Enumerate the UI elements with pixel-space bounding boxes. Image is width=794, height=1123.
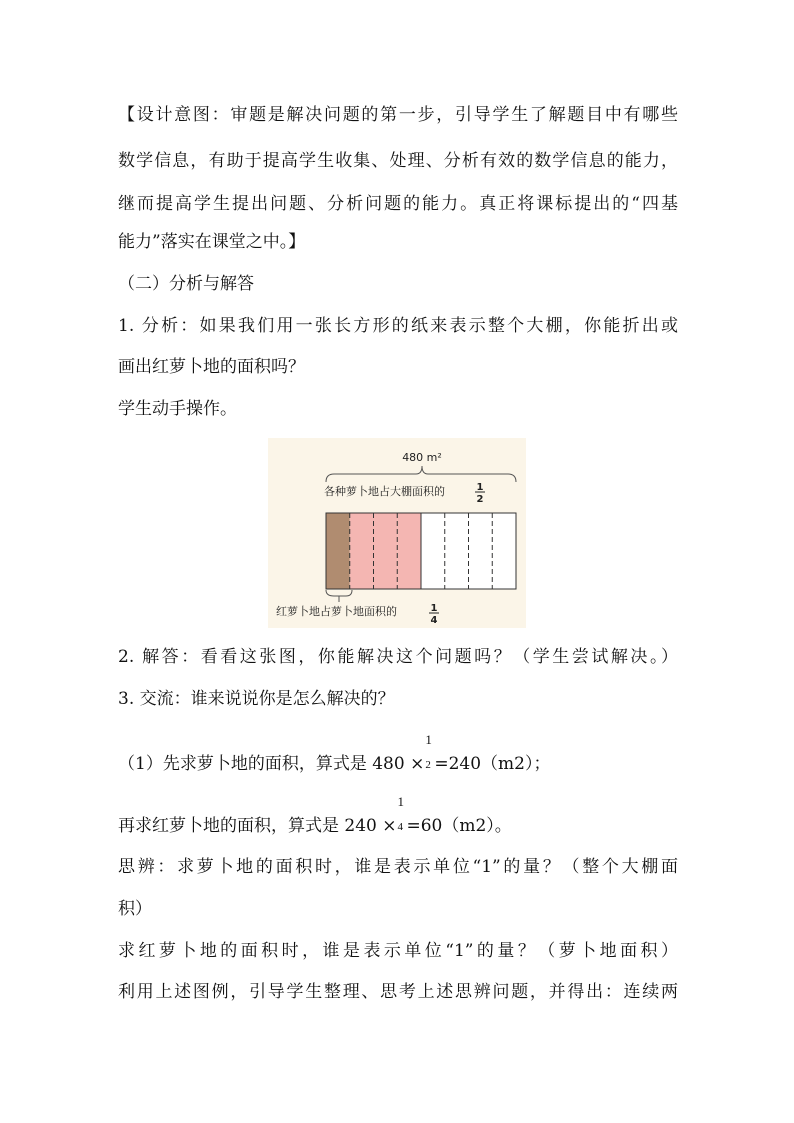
total-area-label: 480 m² (402, 451, 442, 464)
calc-line-2 (118, 794, 678, 837)
think1-line-2: 积） (118, 899, 152, 919)
step1-line-2: 画出红萝卜地的面积吗？ (118, 357, 305, 377)
radish-strip (350, 513, 374, 589)
calc2-prefix: 再求红萝卜地的面积，算式是 240 × (118, 816, 397, 836)
area-diagram (268, 438, 526, 628)
calc2-suffix: =60（m2）。 (406, 816, 512, 836)
radish-share-label: 各种萝卜地占大棚面积的 (324, 485, 445, 498)
radish-strip (374, 513, 398, 589)
step3: 3. 交流：谁来说说你是怎么解决的？ (118, 689, 395, 709)
calc2-fraction (397, 794, 407, 837)
red-radish-fraction-numerator: 1 (430, 603, 438, 614)
calc1-fraction (424, 732, 434, 775)
design-note-line-4: 能力”落实在课堂之中。】 (118, 232, 306, 252)
calc1-fraction-denominator: 2 (425, 759, 431, 771)
section-heading: （二）分析与解答 (118, 274, 254, 294)
radish-fraction-denominator: 2 (476, 494, 484, 505)
student-action: 学生动手操作。 (118, 399, 237, 419)
calc2-fraction-numerator: 1 (397, 794, 404, 809)
step1-line-1: 1. 分析：如果我们用一张长方形的纸来表示整个大棚，你能折出或 (118, 316, 678, 336)
radish-strip (397, 513, 421, 589)
design-note-line-2: 数学信息，有助于提高学生收集、处理、分析有效的数学信息的能力， (118, 151, 678, 171)
calc1-suffix: =240（m2）； (434, 754, 551, 774)
conclusion: 利用上述图例，引导学生整理、思考上述思辨问题，并得出：连续两 (118, 982, 678, 1002)
empty-strip (445, 513, 469, 589)
strip-group (326, 513, 516, 589)
think2: 求红萝卜地的面积时，谁是表示单位“1”的量？（萝卜地面积） (118, 941, 678, 961)
red-radish-fraction-denominator: 4 (430, 615, 438, 626)
calc2-fraction-denominator: 4 (397, 821, 403, 833)
design-note-line-3: 继而提高学生提出问题、分析问题的能力。真正将课标提出的“四基 (118, 194, 678, 214)
calc1-fraction-numerator: 1 (425, 732, 432, 747)
calc-line-1 (118, 732, 678, 775)
step2: 2. 解答：看看这张图，你能解决这个问题吗？（学生尝试解决。） (118, 647, 678, 667)
area-diagram-svg (268, 438, 526, 628)
think1-line-1: 思辨：求萝卜地的面积时，谁是表示单位“1”的量？（整个大棚面 (118, 857, 678, 877)
radish-fraction-numerator: 1 (476, 482, 484, 493)
empty-strip (492, 513, 516, 589)
red-radish-strip (326, 513, 350, 589)
red-radish-share-label: 红萝卜地占萝卜地面积的 (276, 605, 397, 618)
empty-strip (421, 513, 445, 589)
empty-strip (469, 513, 493, 589)
calc1-prefix: （1）先求萝卜地的面积，算式是 480 × (118, 754, 425, 774)
design-note-line-1: 【设计意图：审题是解决问题的第一步，引导学生了解题目中有哪些 (118, 105, 678, 125)
